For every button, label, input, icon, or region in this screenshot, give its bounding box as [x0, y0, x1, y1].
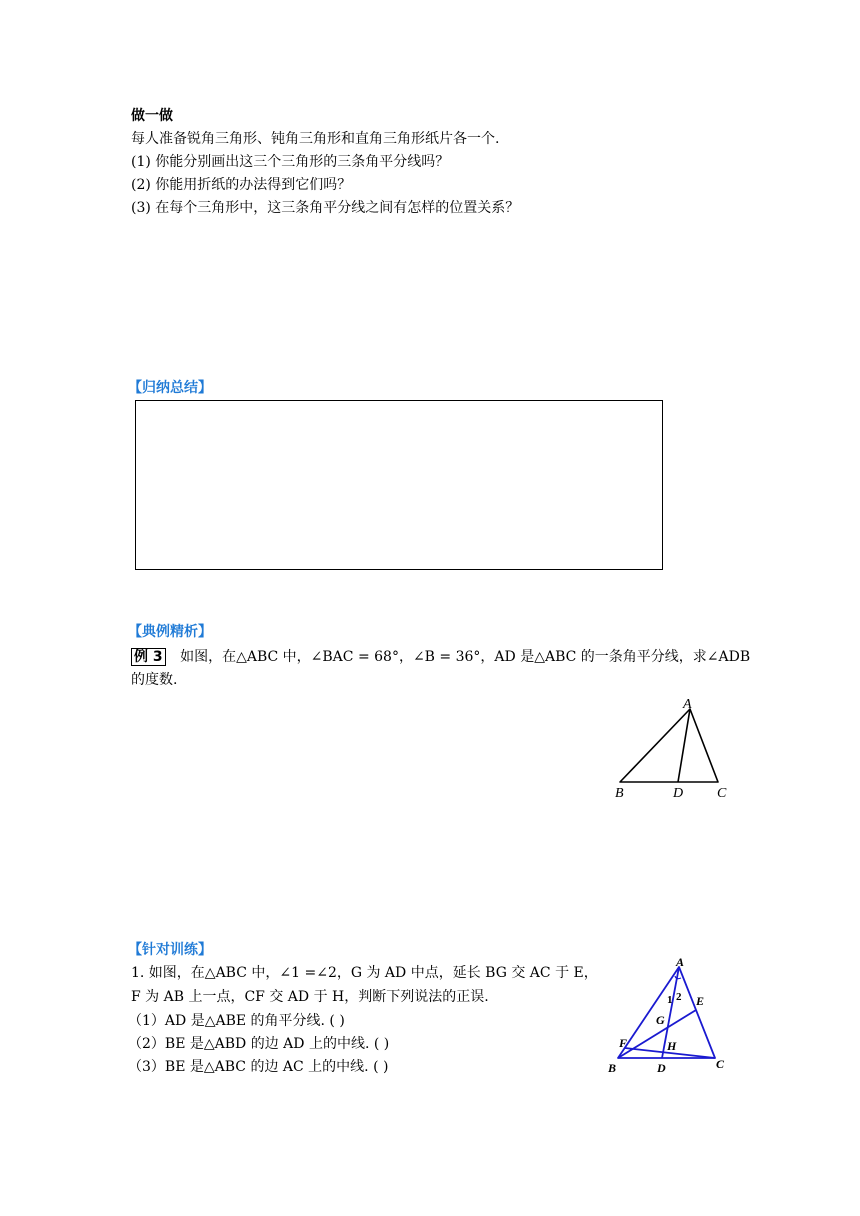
- label-c: C: [716, 1057, 725, 1071]
- practice-heading: 【针对训练】: [128, 942, 212, 958]
- label-f: F: [619, 1036, 628, 1050]
- practice-item-1: （1）AD 是△ABE 的角平分线. ( ): [128, 1013, 345, 1029]
- practice-line-1: 1. 如图，在△ABC 中，∠1 =∠2，G 为 AD 中点，延长 BG 交 AC 于 E，: [131, 965, 598, 981]
- label-angle-1: 1: [667, 994, 673, 1006]
- label-g: G: [656, 1013, 665, 1027]
- label-a: A: [683, 697, 692, 712]
- practice-triangle-figure: [600, 952, 740, 1077]
- label-c: C: [717, 786, 727, 801]
- activity-question-1: (1) 你能分别画出这三个三角形的三条角平分线吗？: [131, 154, 450, 170]
- label-angle-2: 2: [676, 991, 682, 1003]
- activity-question-3: (3) 在每个三角形中，这三条角平分线之间有怎样的位置关系？: [131, 200, 520, 216]
- example-label: 例 3: [131, 648, 166, 666]
- example-question-text: 如图，在△ABC 中，∠BAC = 68°，∠B = 36°，AD 是△ABC 的一条角平分线，求∠ADB: [180, 649, 751, 665]
- activity-title: 做一做: [131, 108, 173, 124]
- label-h: H: [667, 1039, 677, 1053]
- label-a: A: [676, 955, 685, 969]
- activity-intro: 每人准备锐角三角形、钝角三角形和直角三角形纸片各一个.: [131, 131, 500, 147]
- practice-item-2: （2）BE 是△ABD 的边 AD 上的中线. ( ): [128, 1036, 390, 1052]
- example-triangle-figure: [605, 695, 735, 803]
- label-b: B: [608, 1061, 617, 1075]
- activity-question-2: (2) 你能用折纸的办法得到它们吗？: [131, 177, 352, 193]
- label-d: D: [673, 786, 684, 801]
- summary-box: [135, 400, 663, 570]
- practice-line-2: F 为 AB 上一点，CF 交 AD 于 H，判断下列说法的正误.: [131, 989, 489, 1005]
- summary-heading: 【归纳总结】: [128, 380, 212, 396]
- practice-item-3: （3）BE 是△ABC 的边 AC 上的中线. ( ): [128, 1059, 389, 1075]
- label-d: D: [657, 1061, 666, 1075]
- example-heading: 【典例精析】: [128, 624, 212, 640]
- example-line-2: 的度数.: [131, 672, 178, 688]
- triangle-abc: [620, 709, 718, 782]
- label-e: E: [696, 994, 705, 1008]
- example-line-1: [131, 647, 750, 667]
- label-b: B: [615, 786, 624, 801]
